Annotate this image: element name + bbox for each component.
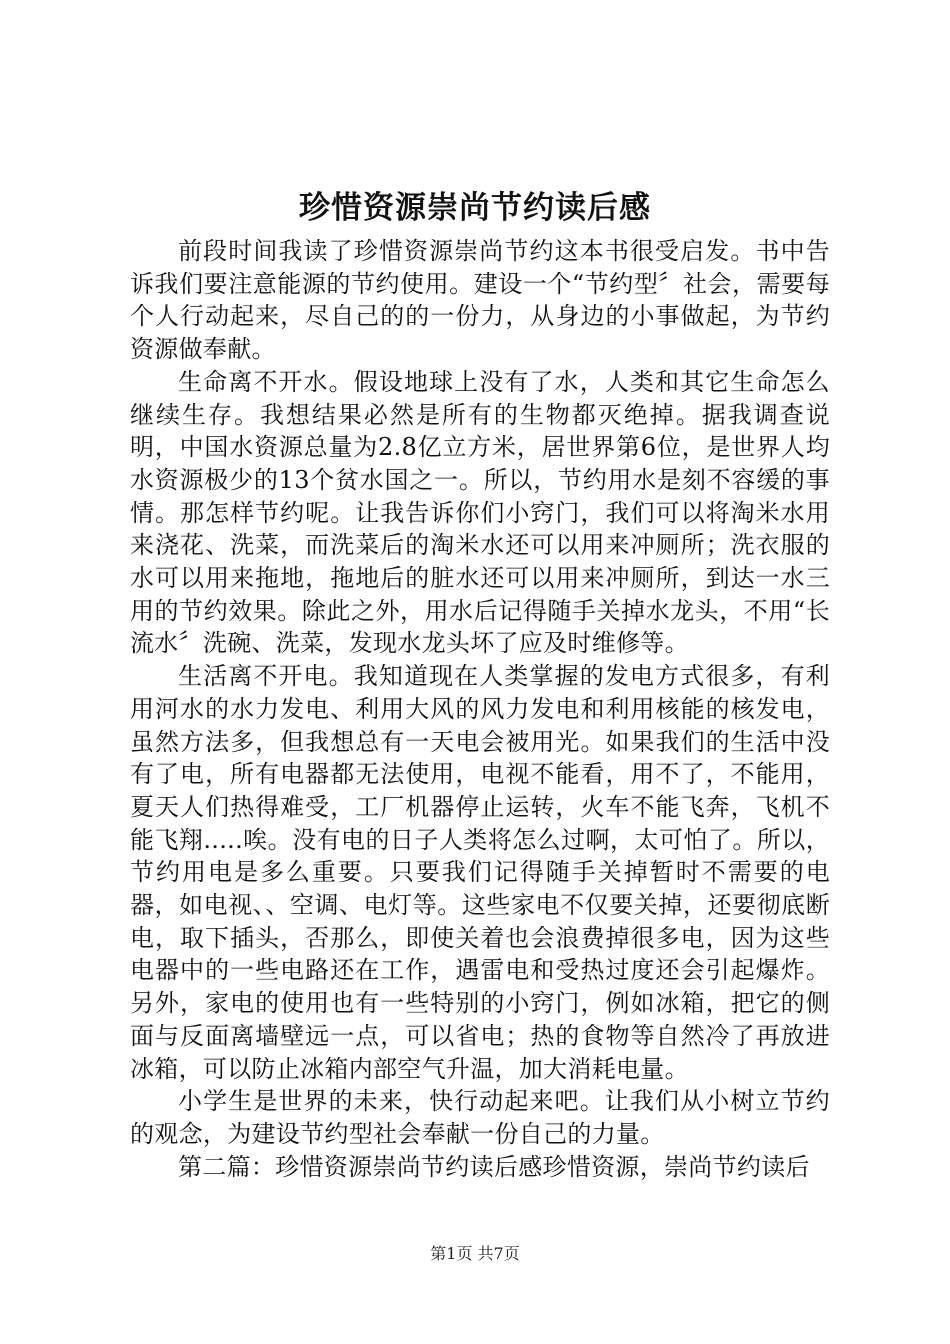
paragraph-intro: 前段时间我读了珍惜资源崇尚节约这本书很受启发。书中告诉我们要注意能源的节约使用。建设一个“节约型〞社会，需要每个人行动起来，尽自己的的一份力，从身边的小事做起，为节约资源做奉献。 (130, 237, 830, 364)
document-body (130, 235, 830, 1183)
paragraph-electricity: 生活离不开电。我知道现在人类掌握的发电方式很多，有利用河水的水力发电、利用大风的风力发电和利用核能的核发电，虽然方法多，但我想总有一天电会被用光。如果我们的生活中没有了电，所有电器都无法使用，电视不能看，用不了，不能用，夏天人们热得难受，工厂机器停止运转，火车不能飞奔，飞机不能飞翔.....唉。没有电的日子人类将怎么过啊，太可怕了。所以，节约用电是多么重要。只要我们记得随手关掉暂时不需要的电器，如电视、、空调、电灯等。这些家电不仅要关掉，还要彻底断电，取下插头，否那么，即使关着也会浪费掉很多电，因为这些电器中的一些电路还在工作，遇雷电和受热过度还会引起爆炸。另外，家电的使用也有一些特别的小窍门，例如冰箱，把它的侧面与反面离墙壁远一点，可以省电；热的食物等自然冷了再放进冰箱，可以防止冰箱内部空气升温，加大消耗电量。 (130, 662, 830, 1083)
paragraph-conclusion: 小学生是世界的未来，快行动起来吧。让我们从小树立节约的观念，为建设节约型社会奉献一份自己的力量。 (130, 1087, 830, 1148)
paragraph-second-article: 第二篇：珍惜资源崇尚节约读后感珍惜资源，崇尚节约读后 (178, 1152, 810, 1181)
page-title: 珍惜资源崇尚节约读后感 (299, 190, 651, 226)
page-number-footer: 第1页 共7页 (430, 1244, 520, 1263)
paragraph-water: 生命离不开水。假设地球上没有了水，人类和其它生命怎么继续生存。我想结果必然是所有的生物都灭绝掉。据我调查说明，中国水资源总量为2.8亿立方米，居世界第6位，是世界人均水资源极少的13个贫水国之一。所以，节约用水是刻不容缓的事情。那怎样节约呢。让我告诉你们小窍门，我们可以将淘米水用来浇花、洗菜，而洗菜后的淘米水还可以用来冲厕所；洗衣服的水可以用来拖地，拖地后的脏水还可以用来冲厕所，到达一水三用的节约效果。除此之外，用水后记得随手关掉水龙头，不用“长流水〞洗碗、洗菜，发现水龙头坏了应及时维修等。 (130, 367, 830, 658)
